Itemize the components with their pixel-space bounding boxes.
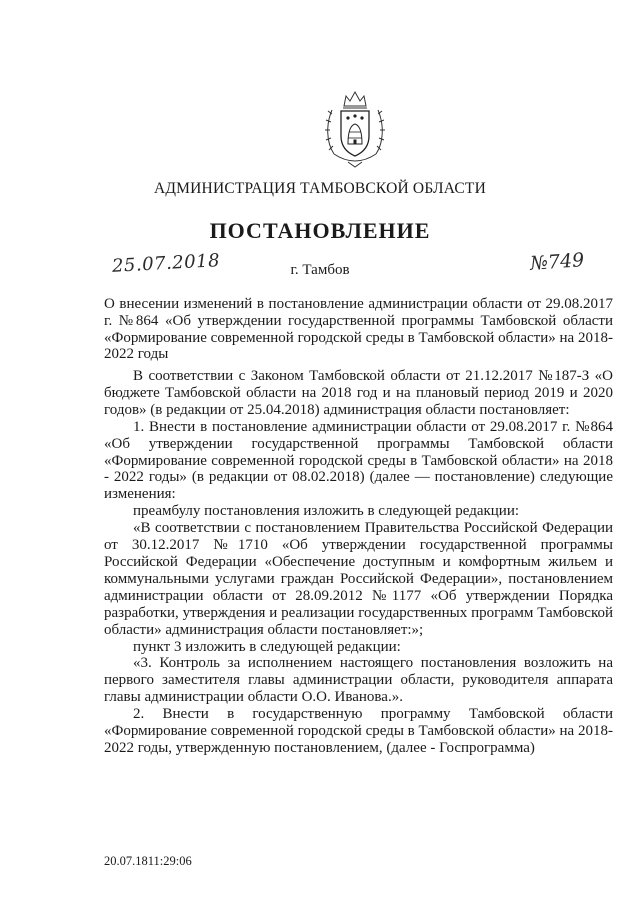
body-paragraph: пункт 3 изложить в следующей редакции: [133, 638, 401, 655]
body-paragraph: 2. Внести в государственную программу Тамбовской области «Формирование современной городской среды в Тамбовской области» на 2018-2022 годы, утвержденную постановлением, (далее - Госпрограмма) [104, 706, 613, 756]
document-body [104, 368, 613, 757]
document-subject: О внесении изменений в постановление администрации области от 29.08.2017 г. №864 «Об утверждении государственной программы Тамбовской области «Формирование современной городской среды в Тамбовской области» на 2018-2022 годы [104, 296, 613, 363]
coat-of-arms-emblem [324, 84, 386, 170]
handwritten-date: 25.07.2018 [111, 250, 221, 277]
handwritten-number: №749 [529, 249, 585, 275]
document-type-title: ПОСТАНОВЛЕНИЕ [209, 218, 431, 243]
document-city: г. Тамбов [290, 262, 350, 278]
footer-document-code: 20.07.1811:29:06 [104, 854, 192, 868]
body-paragraph: 1. Внести в постановление администрации области от 29.08.2017 г. №864 «Об утверждении государственной программы Тамбовской области «Формирование современной городской среды в Тамбовской области» на 2018 - 2022 годы» (в редакции от 08.02.2018) (далее — постановление) следующие изменения: [104, 418, 613, 503]
body-paragraph: преамбулу постановления изложить в следующей редакции: [133, 503, 520, 520]
body-paragraph: «В соответствии с постановлением Правительства Российской Федерации от 30.12.2017 №1710 «Об утверждении государственной программы Российской Федерации «Обеспечение доступным и комфортным жильем и коммунальными услугами граждан Российской Федерации», постановлением администрации области от 28.09.2012 №1177 «Об утверждении Порядка разработки, утверждения и реализации государственных программ Тамбовской области» администрация области постановляет:»; [104, 520, 613, 638]
issuing-authority: АДМИНИСТРАЦИЯ ТАМБОВСКОЙ ОБЛАСТИ [154, 180, 486, 197]
body-paragraph: «3. Контроль за исполнением настоящего постановления возложить на первого заместителя главы администрации области, руководителя аппарата главы администрации области О.О. Иванова.». [104, 655, 613, 706]
body-paragraph: В соответствии с Законом Тамбовской области от 21.12.2017 №187-З «О бюджете Тамбовской области на 2018 год и на плановый период 2019 и 2020 годов» (в редакции от 25.04.2018) администрация области постановляет: [104, 368, 613, 418]
